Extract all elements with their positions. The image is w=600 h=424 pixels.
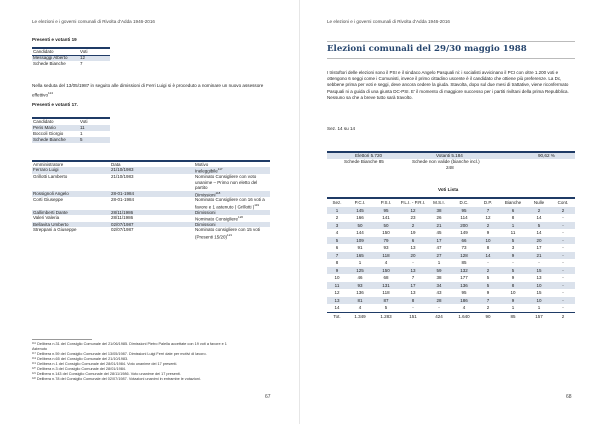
table-cell: 9 — [511, 275, 515, 280]
table-cell: 28 — [427, 297, 451, 305]
table-cell: 149 — [460, 230, 468, 235]
table-cell: 11 — [79, 125, 110, 131]
table-cell: 14 — [477, 252, 499, 260]
table-row — [327, 267, 575, 275]
table-cell: 47 — [436, 245, 442, 250]
footnote-ref: 121 — [227, 232, 233, 237]
footnote: ¹²¹ Delibera n.143 del Consiglio Comunale del 28/11/1986. Voto unanime dei 17 presenti. — [32, 372, 181, 376]
table-cell: 4 — [358, 305, 362, 310]
table-cell: 17 — [427, 237, 451, 245]
total-row — [327, 312, 575, 320]
paragraph — [32, 83, 264, 99]
column-header: Nulle — [533, 200, 545, 205]
page-number: 67 — [265, 394, 271, 400]
column-header: D.C. — [459, 200, 469, 205]
column-header: Sez. — [332, 200, 342, 205]
column-header: D.P. — [483, 200, 493, 205]
table-cell: 8 — [399, 297, 427, 305]
table-cell: 28-01-1984 — [111, 197, 135, 203]
table-row — [32, 174, 270, 190]
table-cell: 2 — [335, 215, 339, 220]
running-header: Le elezioni e i governi comunali di Rivolta d'Adda 1946-2016 — [327, 19, 450, 24]
table-cell: 79 — [373, 237, 399, 245]
table-cell: 5 — [79, 137, 110, 143]
table-cell: 145 — [347, 207, 373, 215]
table-cell: 23 — [410, 215, 416, 220]
invalid-ballots-count: 248 — [446, 165, 454, 170]
table-cell: 28-01-1984 — [110, 191, 194, 198]
table-cell: 95 — [373, 207, 399, 215]
table-cell — [194, 215, 270, 222]
column-header: Bianche — [504, 200, 522, 205]
table-cell: 2 — [527, 207, 551, 215]
table-cell: 21 — [527, 252, 551, 260]
total-cell: 85 — [510, 313, 516, 319]
table-row — [32, 227, 270, 239]
total-cell: 1.640 — [458, 313, 470, 319]
table-cell: 8 — [511, 215, 515, 220]
title-rule — [327, 58, 575, 59]
table-cell: 7 — [477, 297, 499, 305]
table-cell: 11 — [510, 230, 516, 235]
page-number: 68 — [566, 394, 572, 400]
table-cell: 6 — [335, 245, 339, 250]
running-header: Le elezioni e i governi comunali di Rivolta d'Adda 1946-2016 — [32, 19, 155, 24]
table-cell: Schede Bianche — [32, 137, 79, 143]
table-cell: - — [551, 222, 575, 230]
table-cell: 11 — [327, 282, 347, 290]
table-cell: 91 — [357, 245, 363, 250]
table-cell: Messaggi Alberto — [32, 55, 79, 61]
table-cell: 7 — [411, 275, 415, 280]
table-cell: 132 — [451, 267, 477, 275]
table-cell: 1 — [358, 260, 362, 265]
table-cell: 93 — [347, 282, 373, 290]
table-cell: 17 — [399, 282, 427, 290]
table-cell: 165 — [347, 252, 373, 260]
table-cell: 5 — [527, 222, 551, 230]
table-cell: 9 — [499, 297, 527, 305]
table-cell: 8 — [499, 282, 527, 290]
table-cell: 14 — [334, 305, 340, 310]
table-cell: 12 — [399, 207, 427, 215]
table-cell: 8 — [486, 245, 490, 250]
table-cell: 109 — [347, 237, 373, 245]
table-cell: 8 — [335, 260, 339, 265]
column-header: P.S.I. — [380, 200, 392, 205]
footnote: ¹¹⁹ Delibera n.1 del Consiglio Comunale del 28/01/1984. Voto unanime dei 17 presenti. — [32, 362, 178, 366]
table-header-row — [327, 199, 575, 207]
total-cell: 424 — [435, 313, 443, 319]
total-cell: 1.283 — [380, 313, 392, 319]
table-cell: 4 — [384, 260, 388, 265]
cell-text: Dimissioni — [195, 209, 216, 215]
cell-text: Nominato Consigliere con 16 voti a favore e 1 astenuto ( Grillotti ) — [195, 197, 265, 210]
table-cell: 10 — [510, 290, 516, 295]
table-cell: 186 — [451, 297, 477, 305]
table-cell: 50 — [373, 222, 399, 230]
column-header: Data — [111, 162, 121, 167]
table-cell: 5 — [384, 305, 388, 310]
table-cell: 10 — [527, 297, 551, 305]
column-header: Cont. — [557, 200, 569, 205]
table-row — [327, 244, 575, 252]
footnote-ref: 117 — [217, 167, 223, 172]
table-row — [32, 137, 110, 143]
total-cell: 151 — [409, 313, 417, 319]
table-cell: 5 — [486, 275, 490, 280]
table-cell — [194, 174, 270, 190]
footnote-ref: 120 — [238, 215, 244, 220]
table-cell: 45 — [436, 230, 442, 235]
table-cell: 9 — [499, 252, 527, 260]
table-cell: 27 — [427, 252, 451, 260]
table-row — [32, 197, 270, 209]
candidate-table-2 — [32, 119, 110, 143]
table-cell: 13 — [327, 297, 347, 305]
table-cell: Rossignoli Angelo — [32, 191, 110, 198]
total-cell: 157 — [535, 313, 543, 319]
footnote-ref: 124 — [48, 90, 54, 95]
invalid-ballots: Schede non valide (bianche incl.) — [412, 159, 480, 164]
table-row — [327, 282, 575, 290]
table-cell: 10 — [527, 282, 551, 290]
table-cell: 10 — [334, 275, 340, 280]
table-cell: 73 — [461, 245, 467, 250]
administrators-table — [32, 162, 270, 240]
table-cell: 9 — [486, 230, 490, 235]
cell-text: Ineleggibile — [195, 168, 218, 174]
table-cell: 131 — [373, 282, 399, 290]
column-header: P.C.I. — [354, 200, 366, 205]
table-row — [32, 167, 270, 174]
column-header: Candidato — [33, 48, 54, 54]
table-cell: 1 — [80, 131, 83, 136]
footnote: ¹¹⁷ Delibera n.59 del Consiglio Comunale del 13/05/1987. Dimissioni Luigi Ferri date per motivi di lavoro. — [32, 352, 207, 356]
table-cell: 125 — [347, 267, 373, 275]
table-cell: Grillotti Lamberto — [33, 174, 68, 180]
section-title: Elezioni comunali del 29/30 maggio 1988 — [327, 44, 527, 54]
voters-count: Elettori 5.720 — [355, 153, 383, 158]
table-cell: Ferraro Luigi — [32, 167, 110, 174]
table-cell: 2 — [477, 267, 499, 275]
table-cell: - — [562, 275, 564, 280]
column-header: Voti — [80, 48, 88, 54]
table-cell: 1 — [537, 305, 541, 310]
table-cell: 87 — [373, 297, 399, 305]
table-cell: 200 — [451, 222, 477, 230]
table-cell: 5 — [499, 267, 527, 275]
cell-text: Dimissioni — [195, 192, 216, 198]
total-cell: 1.349 — [354, 313, 366, 319]
table-cell: - — [551, 237, 575, 245]
table-cell: 7 — [80, 60, 83, 66]
table-row — [327, 297, 575, 305]
table-cell: 150 — [373, 267, 399, 275]
table-cell: - — [551, 252, 575, 260]
table-cell: 141 — [382, 215, 390, 220]
table-row — [327, 252, 575, 260]
total-cell: Tot. — [333, 313, 341, 319]
table-cell — [194, 167, 270, 174]
table-cell: 1 — [499, 222, 527, 230]
table-cell: 166 — [356, 215, 364, 220]
table-cell: 3 — [511, 245, 515, 250]
table-cell: 13 — [410, 290, 416, 295]
table-cell: - — [538, 260, 540, 265]
total-cell: 90 — [485, 313, 491, 319]
footnote: Astenuto — [32, 347, 47, 351]
section-title: Presenti e votanti 17. — [32, 102, 78, 107]
table-row — [327, 222, 575, 230]
column-header: Candidato — [33, 119, 54, 124]
title-rule — [327, 41, 575, 42]
footnote-separator — [32, 339, 92, 340]
table-cell: 46 — [357, 275, 363, 280]
table-cell: 13 — [536, 275, 542, 280]
table-cell: 50 — [347, 222, 373, 230]
table-cell: Peris Mario — [32, 125, 79, 131]
table-cell: 66 — [451, 237, 477, 245]
table-cell: 2 — [399, 222, 427, 230]
table-cell: 20 — [399, 252, 427, 260]
table-cell: 21 — [427, 222, 451, 230]
table-cell: 9 — [327, 267, 347, 275]
table-cell: 7 — [327, 252, 347, 260]
table-cell: 5 — [327, 237, 347, 245]
table-cell: - — [487, 260, 489, 265]
table-cell: 3 — [327, 222, 347, 230]
sections-label: Sez. 14 su 14 — [327, 126, 356, 131]
table-cell: 38 — [427, 207, 451, 215]
table-cell: 114 — [460, 215, 468, 220]
table-row — [32, 191, 270, 198]
turnout-count: Votanti 5.184 — [436, 153, 463, 158]
table-cell: 177 — [460, 275, 468, 280]
table-cell: - — [412, 305, 414, 310]
table-cell — [194, 191, 270, 198]
table-cell: 13 — [410, 245, 416, 250]
table-cell: - — [562, 245, 564, 250]
table-cell: Schede Bianche — [33, 60, 66, 66]
table-cell: 1 — [327, 207, 347, 215]
table-cell: 136 — [356, 290, 364, 295]
table-cell: Corti Giuseppe — [33, 197, 64, 203]
table-cell: - — [562, 290, 564, 295]
table-cell: - — [551, 267, 575, 275]
table-row — [327, 207, 575, 215]
table-cell: 93 — [383, 245, 389, 250]
section-title: Presenti e votanti 19 — [32, 37, 77, 42]
table-cell: 34 — [427, 282, 451, 290]
table-cell: - — [551, 297, 575, 305]
table-row — [327, 304, 575, 312]
table-cell: 6 — [399, 237, 427, 245]
table-cell: - — [562, 230, 564, 235]
table-cell: 17 — [536, 245, 542, 250]
table-cell: 5 — [477, 282, 499, 290]
table-cell: 38 — [436, 275, 442, 280]
total-cell: 2 — [561, 313, 565, 319]
table-row — [327, 214, 575, 222]
table-cell: 136 — [451, 282, 477, 290]
footnote-ref: 118 — [215, 190, 221, 195]
table-cell: 26 — [436, 215, 442, 220]
table-cell: 14 — [536, 230, 542, 235]
votes-body — [327, 207, 575, 313]
table-cell: - — [562, 260, 564, 265]
table-cell: 5 — [499, 237, 527, 245]
footnote: ¹²² Delibera n.78 del Consiglio Comunale del 02/07/1987. Votazioni unanimi in entrambe le votazioni. — [32, 377, 201, 381]
table-row — [327, 289, 575, 297]
table-cell: 2 — [477, 222, 499, 230]
table-cell: - — [512, 260, 514, 265]
footnote: ¹¹⁸ Delibera n.65 del Consiglio Comunale del 21/10/1983. — [32, 357, 129, 361]
table-cell: 59 — [427, 267, 451, 275]
table-cell: 128 — [451, 252, 477, 260]
table-cell: 95 — [451, 207, 477, 215]
table-cell: 12 — [334, 290, 340, 295]
table-cell: 21/10/1983 — [111, 174, 134, 180]
table-row — [327, 259, 575, 267]
table-cell: 144 — [356, 230, 364, 235]
table-cell: - — [412, 260, 414, 265]
column-header: P.L.I. - P.R.I. — [400, 200, 426, 206]
table-cell — [194, 197, 270, 209]
table-cell: 95 — [461, 290, 467, 295]
blank-ballots: Schede Bianche 85 — [344, 159, 384, 164]
table-cell: 1 — [511, 305, 515, 310]
table-cell: - — [551, 282, 575, 290]
table-cell: Valeri Valeria — [33, 215, 60, 221]
candidate-table-1 — [32, 49, 110, 67]
table-cell: 21/10/1983 — [110, 167, 194, 174]
table-cell: 7 — [477, 207, 499, 215]
table-cell: Boccoli Giorgio — [33, 131, 64, 136]
table-cell: 15 — [536, 290, 542, 295]
column-header: Amministratore — [33, 162, 64, 167]
table-cell: 02/07/1987 — [111, 227, 134, 233]
table-cell: 85 — [461, 260, 467, 265]
paragraph: I tristoftori delle elezioni sono il PSI e il sindaco Angelo Pasquali ni: i socialisti avvicinano il PCI con oltre 1.200 voti e ottengono 6 seggi come i Comunisti, invece il primo cittadino uscente è il candidato che ottiene più preferenze. La Dc, sebbene prima per voti e seggi, deve ancora cedere la giuda. Stavolta, dopo sul due mesi di trattative, viene riconfermato Pasquali ni a guida di una giunta DC-PSI. E' il momento di maggiore successo per i partiti riviltani della prima Repubblica. Nessuno sa che a breve tutto sarà travolto. — [327, 70, 569, 100]
table-cell: - — [562, 305, 564, 310]
table-cell: 15 — [527, 267, 551, 275]
turnout-percent: 90,62 % — [538, 153, 555, 158]
table-cell: 4 — [462, 305, 466, 310]
table-cell: 9 — [486, 290, 490, 295]
table-cell: 68 — [383, 275, 389, 280]
table-cell: 2 — [486, 305, 490, 310]
column-header: M.S.I. — [433, 200, 445, 205]
paragraph-text: Nella seduta del 13/05/1987 in seguito alle dimissioni di Ferri Luigi si è proceduto a nominare un nuovo assessore effettivo — [32, 83, 264, 98]
table-cell: Gallimberti Dante — [32, 210, 110, 215]
table-cell: 10 — [477, 237, 499, 245]
table-cell: 20 — [527, 237, 551, 245]
table-row — [327, 237, 575, 245]
table-row — [327, 274, 575, 282]
table-cell: 2 — [551, 207, 575, 215]
table-cell: 19 — [410, 230, 416, 235]
table-cell: 4 — [335, 230, 339, 235]
table-cell: 118 — [382, 290, 390, 295]
footnote-ref: 119 — [254, 202, 260, 207]
table-row — [327, 229, 575, 237]
table-cell: 02/07/1987 — [110, 222, 194, 227]
table-row — [32, 215, 270, 222]
table-cell: 6 — [499, 207, 527, 215]
table-cell: 14 — [536, 215, 542, 220]
table-cell: 81 — [347, 297, 373, 305]
table-cell — [194, 227, 270, 239]
votes-title: Voti Lista — [438, 187, 459, 192]
table-cell: 13 — [399, 267, 427, 275]
table-cell: - — [438, 305, 440, 310]
table-cell: 1 — [437, 260, 441, 265]
table-cell: 43 — [436, 290, 442, 295]
table-cell: - — [562, 215, 564, 220]
table-row — [32, 61, 110, 67]
column-header: Voti — [80, 119, 88, 124]
cell-text: Dimissioni — [195, 222, 216, 228]
table-cell: 150 — [382, 230, 390, 235]
cell-text: Nominato Consigliere con voto unanime – Primo non eletto del partito — [195, 174, 258, 191]
table-cell: 28/11/1986 — [110, 210, 194, 215]
footnote: ¹²⁰ Delibera n.3 del Consiglio Comunale del 28/01/1984. — [32, 367, 126, 371]
table-cell: 28/11/1986 — [111, 215, 134, 221]
column-header: Motivo — [195, 162, 209, 167]
cell-text: Nominato consigliere con 15 voti (Presenti 15/20) — [195, 227, 261, 240]
votes-table — [327, 199, 575, 320]
table-cell: 12 — [485, 215, 491, 220]
table-cell: Bellavita Umberto — [32, 222, 110, 227]
table-cell: 118 — [373, 252, 399, 260]
footnote: ¹¹⁶ Delibera n.31 del Consiglio Comunale del 21/06/1985. Dimissioni Pietro Palella accettate con 19 voti a favore e 1 — [32, 342, 227, 346]
table-cell: 12 — [79, 55, 110, 61]
header-underline — [32, 55, 110, 56]
table-cell: Streppani a Giuseppe — [33, 227, 77, 233]
cell-text: Nominato Consigliere — [195, 216, 239, 222]
